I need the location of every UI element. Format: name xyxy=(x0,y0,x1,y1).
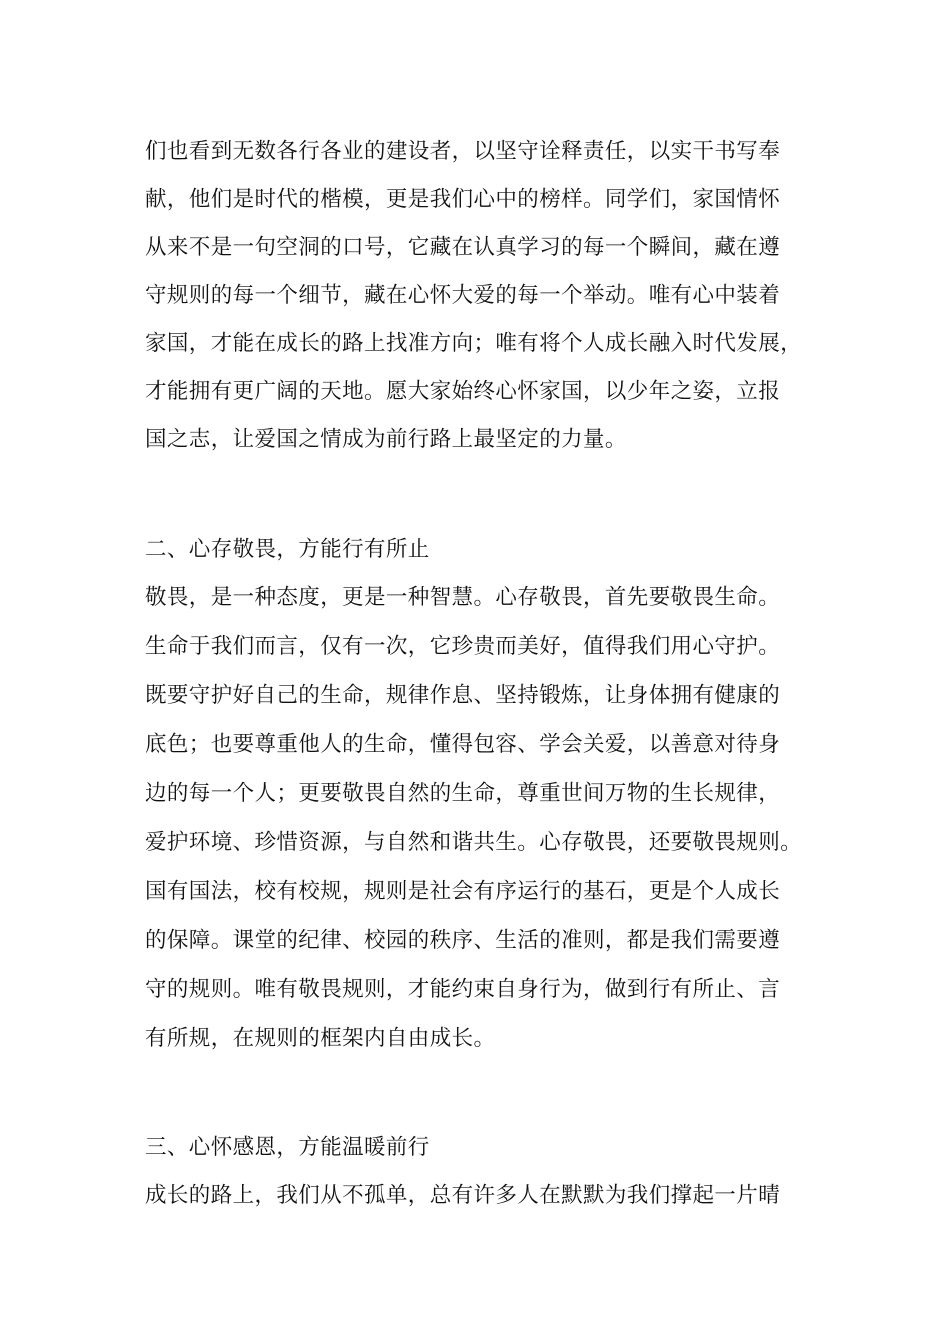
text-line: 敬畏，是一种态度，更是一种智慧。心存敬畏，首先要敬畏生命。 xyxy=(145,585,781,610)
text-line: 有所规，在规则的框架内自由成长。 xyxy=(145,1026,496,1051)
text-line: 守的规则。唯有敬畏规则，才能约束自身行为，做到行有所止、言 xyxy=(145,977,781,1002)
text-line: 献，他们是时代的楷模，更是我们心中的榜样。同学们，家国情怀 xyxy=(145,187,781,212)
text-line: 家国，才能在成长的路上找准方向；唯有将个人成长融入时代发展， xyxy=(145,331,803,356)
text-line: 边的每一个人；更要敬畏自然的生命，尊重世间万物的生长规律， xyxy=(145,781,781,806)
text-line: 底色；也要尊重他人的生命，懂得包容、学会关爱，以善意对待身 xyxy=(145,732,781,757)
text-line: 国之志，让爱国之情成为前行路上最坚定的力量。 xyxy=(145,427,627,452)
text-line: 才能拥有更广阔的天地。愿大家始终心怀家国，以少年之姿，立报 xyxy=(145,379,781,404)
text-line: 成长的路上，我们从不孤单，总有许多人在默默为我们撑起一片晴 xyxy=(145,1183,781,1208)
text-line: 们也看到无数各行各业的建设者，以坚守诠释责任，以实干书写奉 xyxy=(145,139,781,164)
text-line: 从来不是一句空洞的口号，它藏在认真学习的每一个瞬间，藏在遵 xyxy=(145,235,781,260)
text-line: 爱护环境、珍惜资源，与自然和谐共生。心存敬畏，还要敬畏规则。 xyxy=(145,830,803,855)
text-line: 既要守护好自己的生命，规律作息、坚持锻炼，让身体拥有健康的 xyxy=(145,683,781,708)
text-line: 国有国法，校有校规，规则是社会有序运行的基石，更是个人成长 xyxy=(145,879,781,904)
section-heading-gratitude: 三、心怀感恩，方能温暖前行 xyxy=(145,1135,430,1160)
text-line: 的保障。课堂的纪律、校园的秩序、生活的准则，都是我们需要遵 xyxy=(145,928,781,953)
text-line: 生命于我们而言，仅有一次，它珍贵而美好，值得我们用心守护。 xyxy=(145,634,781,659)
text-line: 守规则的每一个细节，藏在心怀大爱的每一个举动。唯有心中装着 xyxy=(145,283,781,308)
section-heading-reverence: 二、心存敬畏，方能行有所止 xyxy=(145,537,430,562)
